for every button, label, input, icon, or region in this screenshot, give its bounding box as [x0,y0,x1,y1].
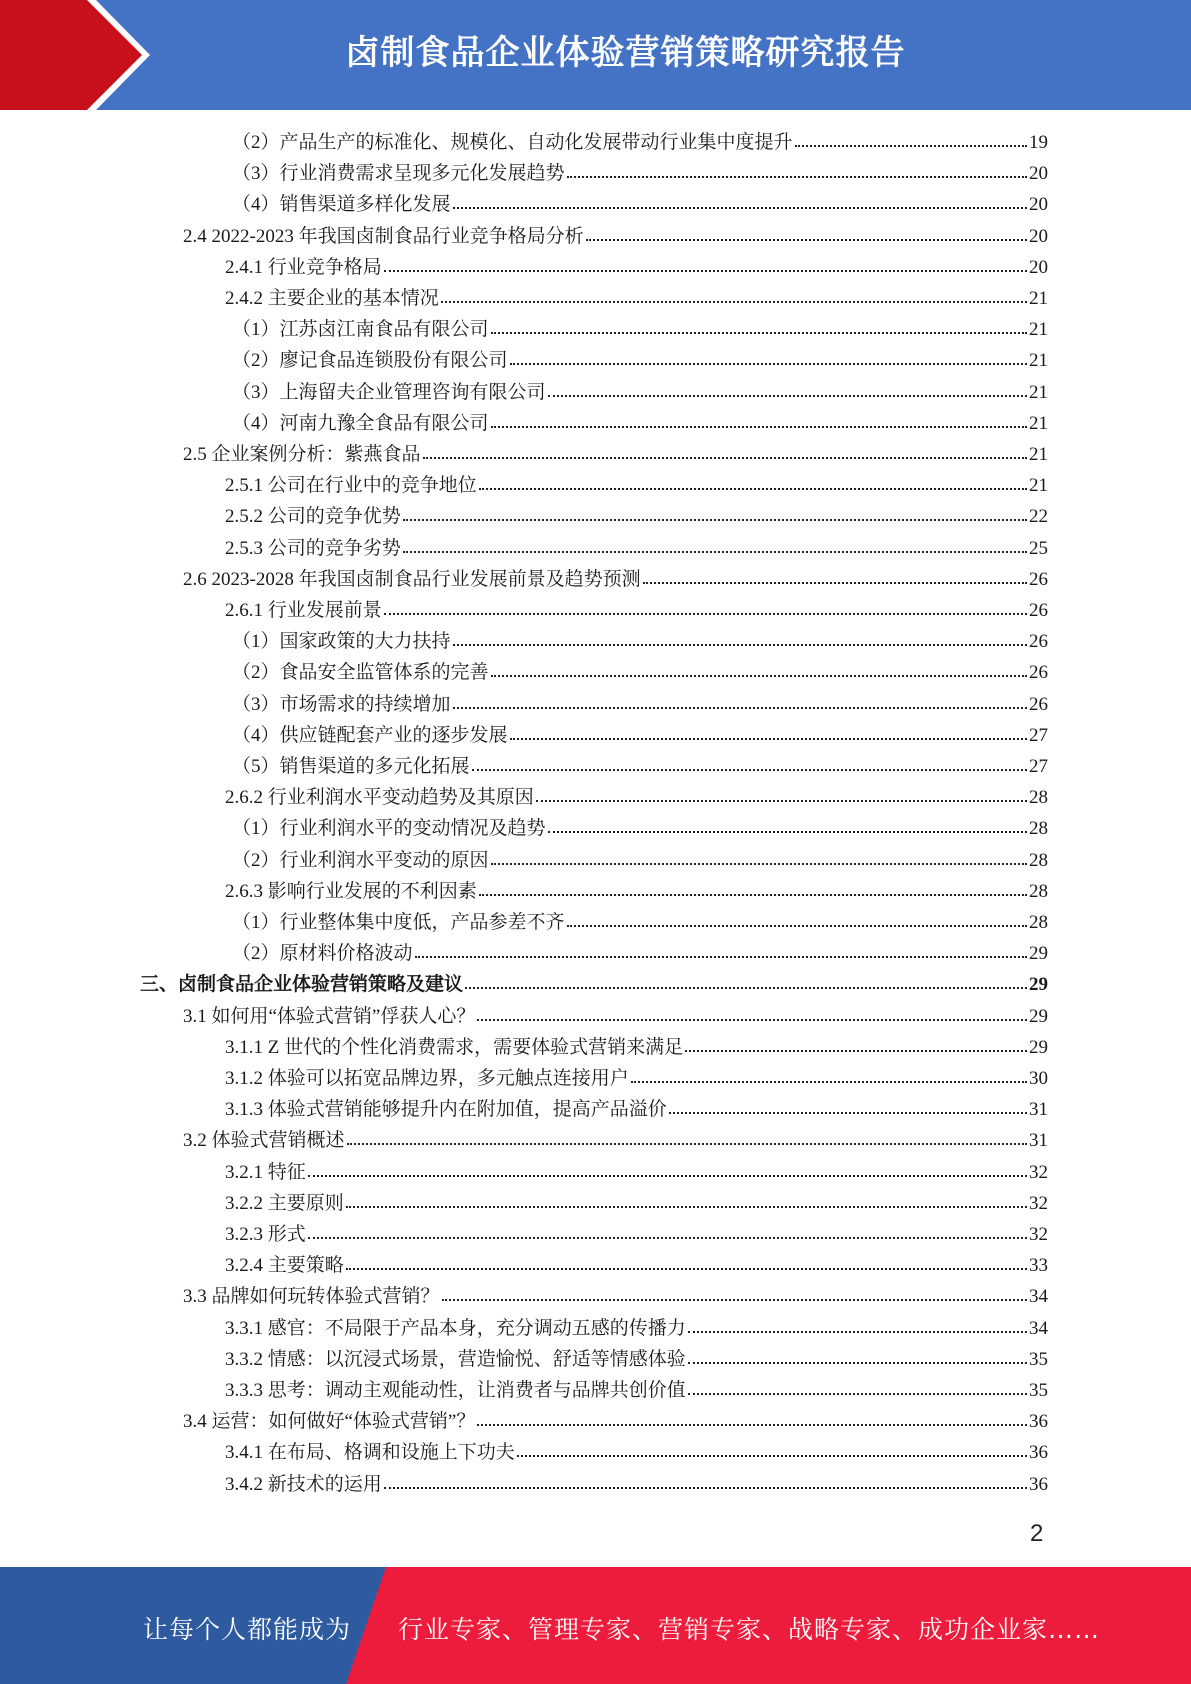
toc-entry-page: 27 [1029,724,1048,746]
toc-entry-title: 3.1 如何用“体验式营销”俘获人心？ [183,1005,476,1027]
toc-entry-title: 3.4.2 新技术的运用 [225,1473,382,1495]
toc-entry-page: 29 [1029,943,1048,965]
toc-entry-page: 36 [1029,1473,1048,1495]
toc-entry-title: 3.1.3 体验式营销能够提升内在附加值，提高产品溢价 [225,1099,667,1121]
toc-entry-title: 2.5.2 公司的竞争优势 [225,506,401,528]
toc-entry[interactable] [225,1063,1048,1094]
toc-entry[interactable] [225,470,1048,501]
toc-entry-title: 3.2.1 特征 [225,1161,306,1183]
toc-entry-title: （3）市场需求的持续增加 [232,693,451,715]
toc-entry[interactable] [225,1250,1048,1281]
toc-entry-page: 21 [1029,475,1048,497]
toc-dot-leader [347,1142,1027,1145]
toc-entry-page: 36 [1029,1442,1048,1464]
toc-entry-title: （4）供应链配套产业的逐步发展 [232,724,508,746]
toc-entry-page: 21 [1029,288,1048,309]
toc-dot-leader [308,1174,1027,1177]
toc-entry-title: （4）销售渠道多样化发展 [232,194,451,216]
toc-dot-leader [491,331,1027,334]
toc-entry-title: 3.3.2 情感：以沉浸式场景，营造愉悦、舒适等情感体验 [225,1348,686,1370]
toc-dot-leader [685,1049,1027,1052]
toc-entry[interactable] [225,252,1048,283]
toc-entry-page: 29 [1029,1036,1048,1058]
toc-entry-title: （2）廖记食品连锁股份有限公司 [232,350,508,372]
toc-entry-title: 3.2.4 主要策略 [225,1255,344,1277]
toc-entry[interactable] [225,876,1048,907]
toc-entry[interactable] [225,1157,1048,1188]
header-bar [0,0,1191,110]
toc-entry-title: 3.2.2 主要原则 [225,1192,344,1214]
toc-dot-leader [479,893,1027,896]
toc-entry[interactable] [225,501,1048,532]
toc-entry-title: 2.4 2022-2023 年我国卤制食品行业竞争格局分析 [183,225,584,247]
toc-entry-page: 26 [1029,600,1048,621]
toc-entry-page: 28 [1029,787,1048,809]
toc-entry-title: （2）原材料价格波动 [232,943,413,965]
toc-entry-title: （2）产品生产的标准化、规模化、自动化发展带动行业集中度提升 [232,132,793,153]
toc-entry-page: 21 [1029,412,1048,434]
toc-entry[interactable] [232,751,1048,782]
toc-entry-page: 21 [1029,444,1048,465]
toc-entry-page: 28 [1029,818,1048,840]
toc-entry[interactable] [183,564,1048,595]
toc-entry[interactable] [232,689,1048,720]
toc-dot-leader [465,986,1027,989]
toc-entry[interactable] [225,1469,1048,1500]
toc-entry-title: 三、卤制食品企业体验营销策略及建议 [140,974,464,996]
toc-entry-title: 2.6.1 行业发展前景 [225,600,382,621]
toc-entry-page: 21 [1029,319,1048,341]
toc-entry[interactable] [225,782,1048,813]
toc-entry-page: 27 [1029,756,1048,777]
toc-entry[interactable] [183,221,1048,252]
toc-entry[interactable] [232,377,1048,408]
toc-entry-page: 29 [1029,1005,1048,1027]
toc-dot-leader [441,300,1027,303]
toc-entry[interactable] [225,595,1048,626]
toc-dot-leader [453,706,1027,709]
toc-dot-leader [669,1111,1027,1114]
toc-entry[interactable] [225,1032,1048,1063]
toc-entry-title: 2.5.1 公司在行业中的竞争地位 [225,475,477,497]
toc-dot-leader [477,1018,1027,1021]
toc-entry[interactable] [225,1437,1048,1468]
toc-entry-title: 3.3.1 感官：不局限于产品本身，充分调动五感的传播力 [225,1317,686,1339]
toc-dot-leader [423,456,1027,459]
toc-entry[interactable] [232,720,1048,751]
toc-entry-title: （3）行业消费需求呈现多元化发展趋势 [232,163,565,185]
toc-entry[interactable] [183,1001,1048,1032]
toc-entry-page: 20 [1029,225,1048,247]
toc-entry[interactable] [183,1406,1048,1437]
toc-entry[interactable] [183,1281,1048,1312]
toc-dot-leader [795,144,1027,147]
toc-entry-page: 31 [1029,1099,1048,1121]
toc-entry[interactable] [232,127,1048,158]
toc-entry-page: 26 [1029,568,1048,590]
toc-entry[interactable] [225,1188,1048,1219]
toc-entry-page: 20 [1029,163,1048,185]
toc-entry-title: 3.4.1 在布局、格调和设施上下功夫 [225,1442,515,1464]
toc-entry-title: 2.5 企业案例分析：紫燕食品 [183,444,421,465]
toc-entry[interactable] [225,1313,1048,1344]
toc-entry[interactable] [183,1125,1048,1156]
toc-entry-title: 2.4.1 行业竞争格局 [225,256,382,278]
toc-entry-title: （2）行业利润水平变动的原因 [232,849,489,871]
report-title: 卤制食品企业体验营销策略研究报告 [345,33,906,73]
toc-dot-leader [536,799,1027,802]
toc-entry[interactable] [225,1094,1048,1125]
toc-entry-title: 3.1.1 Z 世代的个性化消费需求，需要体验式营销来满足 [225,1036,684,1058]
toc-entry-page: 20 [1029,194,1048,216]
toc-entry-title: （1）江苏卤江南食品有限公司 [232,319,489,341]
toc-entry[interactable] [140,969,1048,1000]
toc-entry-page: 29 [1029,974,1048,996]
toc-entry[interactable] [225,1344,1048,1375]
toc-entry[interactable] [225,283,1048,314]
toc-entry-page: 30 [1029,1068,1048,1089]
toc-dot-leader [510,362,1027,365]
toc-entry-page: 22 [1029,506,1048,528]
toc-dot-leader [567,924,1027,927]
toc-dot-leader [442,1298,1027,1301]
toc-entry-page: 31 [1029,1130,1048,1152]
toc-dot-leader [510,737,1027,740]
toc-entry-page: 32 [1029,1161,1048,1183]
toc-entry-title: 3.4 运营：如何做好“体验式营销”？ [183,1411,476,1433]
header-chevron [0,0,142,110]
toc-entry-page: 32 [1029,1192,1048,1214]
toc-entry-page: 25 [1029,537,1048,559]
toc-dot-leader [517,1454,1027,1457]
toc-entry-title: （4）河南九豫全食品有限公司 [232,412,489,434]
toc-entry-title: 3.2 体验式营销概述 [183,1130,345,1152]
toc-entry-page: 34 [1029,1317,1048,1339]
toc-dot-leader [688,1392,1027,1395]
toc-dot-leader [688,1330,1027,1333]
toc-dot-leader [631,1080,1027,1083]
toc-entry-title: 3.3 品牌如何玩转体验式营销？ [183,1286,440,1308]
toc-entry-title: 3.1.2 体验可以拓宽品牌边界，多元触点连接用户 [225,1068,629,1089]
footer-slogan-left: 让每个人都能成为 [143,1615,352,1644]
toc-entry-title: 3.2.3 形式 [225,1224,306,1245]
toc-entry-title: （1）行业整体集中度低，产品参差不齐 [232,912,565,933]
toc-entry-title: （3）上海留夫企业管理咨询有限公司 [232,381,546,403]
toc-dot-leader [403,518,1027,521]
toc-dot-leader [472,768,1027,771]
toc-dot-leader [384,612,1027,615]
toc-entry-page: 33 [1029,1255,1048,1277]
toc-entry[interactable] [232,314,1048,345]
toc-entry[interactable] [232,189,1048,220]
toc-entry-page: 35 [1029,1380,1048,1401]
toc-entry-title: （1）行业利润水平的变动情况及趋势 [232,818,546,840]
toc-entry-page: 35 [1029,1348,1048,1370]
toc-dot-leader [384,269,1027,272]
toc-entry-title: 2.6 2023-2028 年我国卤制食品行业发展前景及趋势预测 [183,568,641,590]
toc-entry-page: 21 [1029,381,1048,403]
toc-entry[interactable] [232,657,1048,688]
toc-dot-leader [346,1205,1027,1208]
footer-slogan-right: 行业专家、管理专家、营销专家、战略专家、成功企业家…… [398,1615,1101,1644]
toc-entry[interactable] [225,533,1048,564]
toc-entry-title: 2.6.3 影响行业发展的不利因素 [225,880,477,902]
toc-dot-leader [491,425,1027,428]
toc-entry-title: （1）国家政策的大力扶持 [232,631,451,653]
toc-entry-title: 3.3.3 思考：调动主观能动性，让消费者与品牌共创价值 [225,1380,686,1401]
toc-dot-leader [491,862,1027,865]
toc-entry[interactable] [232,938,1048,969]
toc-dot-leader [643,581,1027,584]
toc-dot-leader [403,550,1027,553]
toc-dot-leader [453,206,1027,209]
toc-entry[interactable] [232,158,1048,189]
toc-entry[interactable] [225,1375,1048,1406]
toc-dot-leader [548,394,1027,397]
toc-dot-leader [477,1423,1027,1426]
toc-entry-page: 20 [1029,256,1048,278]
toc-dot-leader [308,1236,1027,1239]
toc-entry-page: 21 [1029,350,1048,372]
toc-entry-page: 28 [1029,912,1048,933]
toc-entry[interactable] [232,345,1048,376]
toc-entry-page: 34 [1029,1286,1048,1308]
toc-entry[interactable] [232,845,1048,876]
toc-entry[interactable] [232,408,1048,439]
toc-entry-page: 32 [1029,1224,1048,1245]
toc-dot-leader [479,487,1027,490]
toc-dot-leader [415,955,1027,958]
toc-entry[interactable] [183,439,1048,470]
toc-entry-page: 19 [1029,132,1048,153]
toc-entry[interactable] [232,813,1048,844]
toc-dot-leader [548,830,1027,833]
toc-entry-page: 26 [1029,631,1048,653]
toc-dot-leader [567,175,1027,178]
toc-entry-page: 28 [1029,880,1048,902]
toc-entry[interactable] [225,1219,1048,1250]
toc-dot-leader [453,643,1027,646]
toc-entry-title: 2.6.2 行业利润水平变动趋势及其原因 [225,787,534,809]
toc-entry-title: （2）食品安全监管体系的完善 [232,662,489,684]
page-number: 2 [1030,1520,1044,1547]
toc-dot-leader [688,1361,1027,1364]
toc-entry-title: （5）销售渠道的多元化拓展 [232,756,470,777]
toc-dot-leader [586,238,1027,241]
toc-entry-page: 26 [1029,693,1048,715]
toc-dot-leader [491,674,1027,677]
toc-entry-page: 28 [1029,849,1048,871]
toc-entry[interactable] [232,907,1048,938]
toc-entry-title: 2.4.2 主要企业的基本情况 [225,288,439,309]
toc-dot-leader [346,1267,1027,1270]
toc-dot-leader [384,1486,1027,1489]
toc-entry-page: 26 [1029,662,1048,684]
toc-entry-title: 2.5.3 公司的竞争劣势 [225,537,401,559]
toc-entry-page: 36 [1029,1411,1048,1433]
toc-entry[interactable] [232,626,1048,657]
